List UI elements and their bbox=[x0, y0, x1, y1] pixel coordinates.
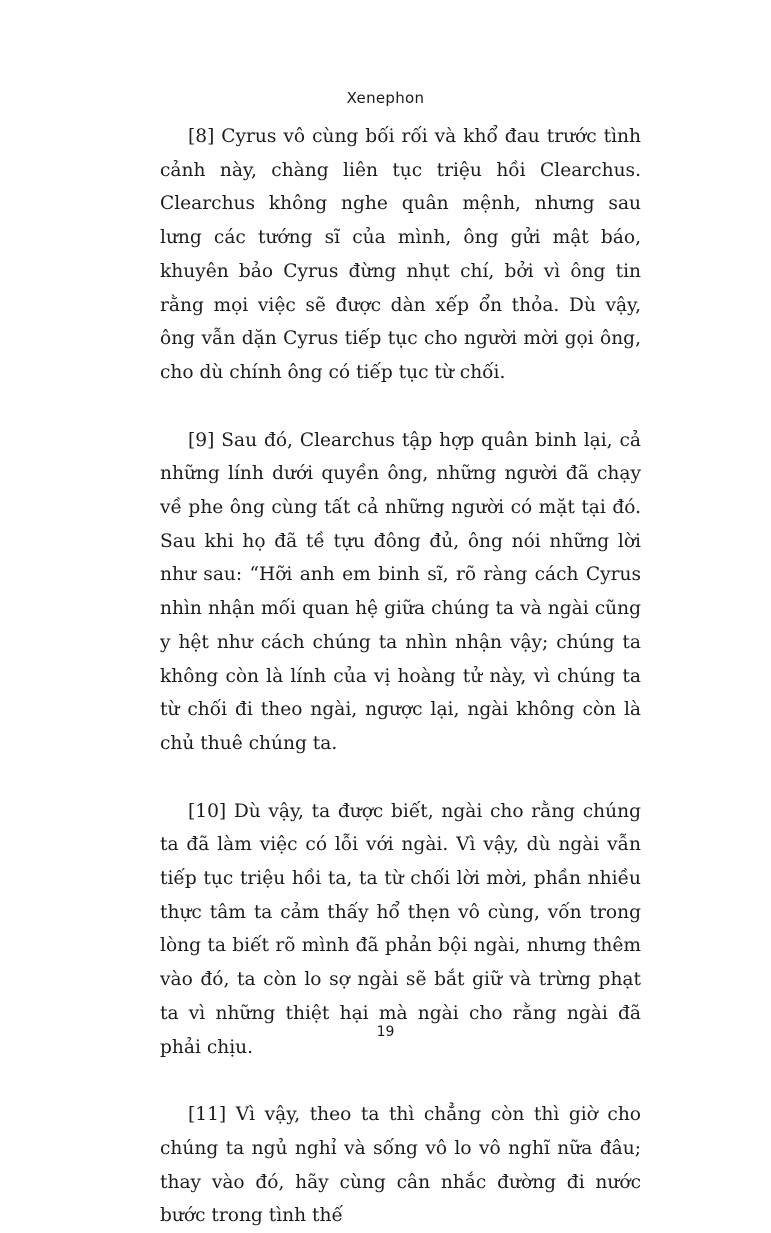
body-text bbox=[160, 120, 641, 1233]
paragraph-11: [11] Vì vậy, theo ta thì chẳng còn thì giờ cho chúng ta ngủ nghỉ và sống vô lo vô nghĩ nữa đâu; thay vào đó, hãy cùng cân nhắc đường đi nước bước trong tình thế bbox=[160, 1104, 641, 1227]
running-header: Xenephon bbox=[346, 89, 425, 107]
paragraph-8: [8] Cyrus vô cùng bối rối và khổ đau trước tình cảnh này, chàng liên tục triệu hồi Clearchus. Clearchus không nghe quân mệnh, nhưng sau lưng các tướng sĩ của mình, ông gửi mật báo, khuyên bảo Cyrus đừng nhụt chí, bởi vì ông tin rằng mọi việc sẽ được dàn xếp ổn thỏa. Dù vậy, ông vẫn dặn Cyrus tiếp tục cho người mời gọi ông, cho dù chính ông có tiếp tục từ chối. bbox=[160, 126, 641, 383]
paragraph-9: [9] Sau đó, Clearchus tập hợp quân binh lại, cả những lính dưới quyền ông, những người đã chạy về phe ông cùng tất cả những người có mặt tại đó. Sau khi họ đã tề tựu đông đủ, ông nói những lời như sau: “Hỡi anh em binh sĩ, rõ ràng cách Cyrus nhìn nhận mối quan hệ giữa chúng ta và ngài cũng y hệt như cách chúng ta nhìn nhận vậy; chúng ta không còn là lính của vị hoàng tử này, vì chúng ta từ chối đi theo ngài, ngược lại, ngài không còn là chủ thuê chúng ta. bbox=[160, 429, 641, 754]
page-number: 19 bbox=[376, 1024, 395, 1040]
paragraph-10: [10] Dù vậy, ta được biết, ngài cho rằng chúng ta đã làm việc có lỗi với ngài. Vì vậy, dù ngài vẫn tiếp tục triệu hồi ta, ta từ chối lời mời, phần nhiều thực tâm ta cảm thấy hổ thẹn vô cùng, vốn trong lòng ta biết rõ mình đã phản bội ngài, nhưng thêm vào đó, ta còn lo sợ ngài sẽ bắt giữ và trừng phạt ta vì những thiệt hại mà ngài cho rằng ngài đã phải chịu. bbox=[160, 800, 641, 1058]
